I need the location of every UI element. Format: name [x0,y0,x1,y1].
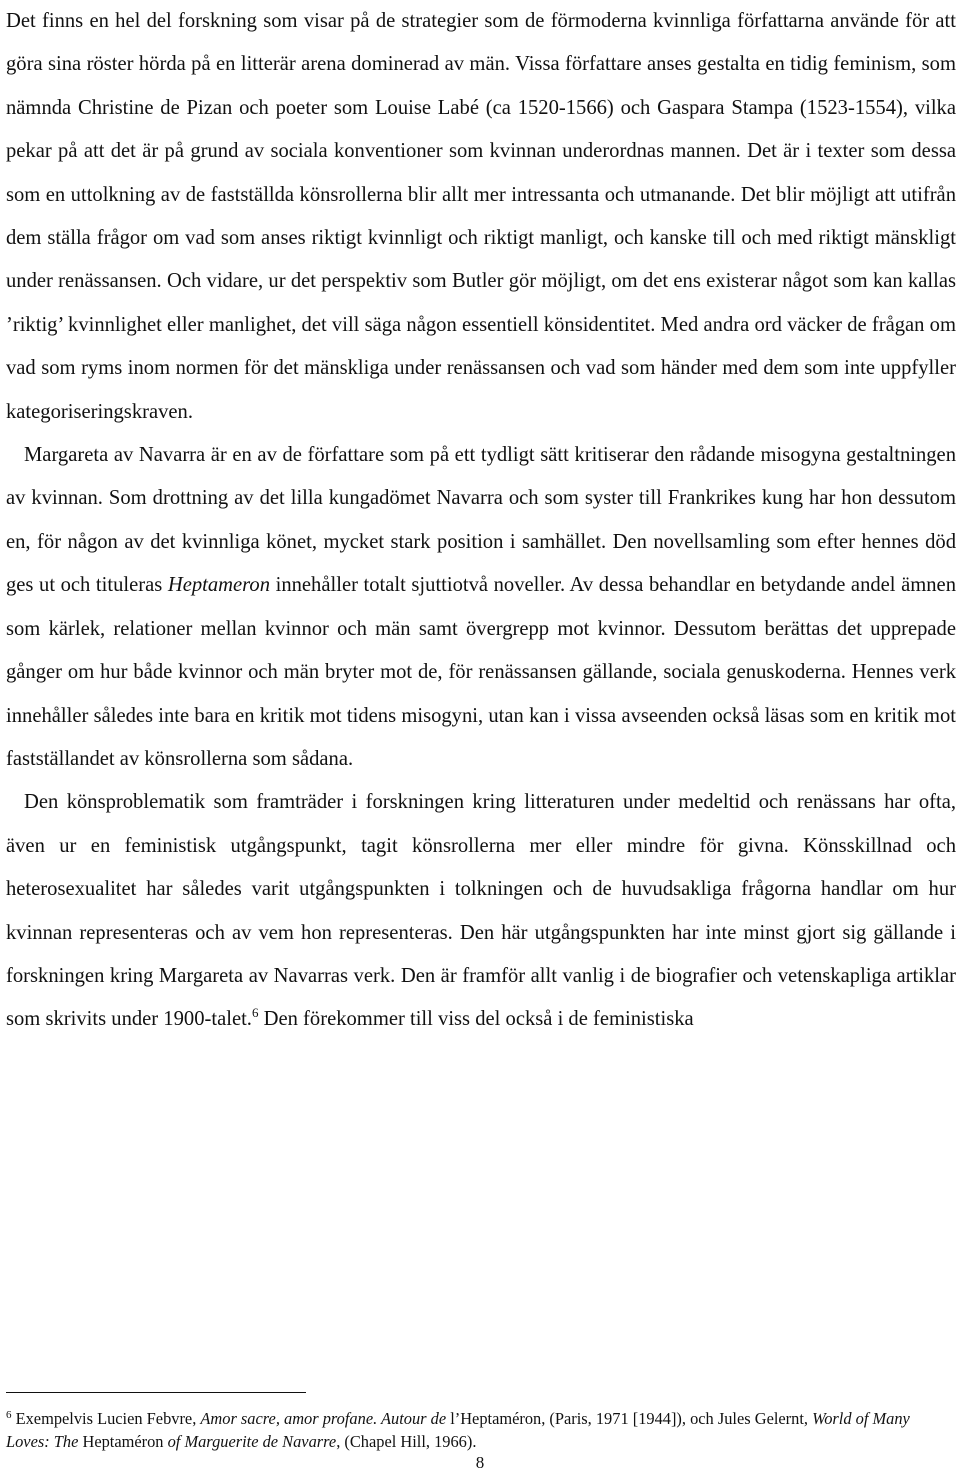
footnote-part: Heptaméron [78,1432,168,1451]
footnote-part-italic: of Marguerite de Navarre [167,1432,337,1451]
paragraph-2 [6,434,956,781]
paragraph-2-text-a: Margareta av Navarra är en av de författare som på ett tydligt sätt kritiserar den rådande misogyna gestaltningen av kvinnan. Som drottning av det lilla kungadömet Navarra och som syster till Frankrikes kung har hon dessutom en, för någon av det kvinnliga könet, mycket stark position i samhället. Den novellsamling som efter hennes död ges ut och tituleras [6,444,956,597]
footnote-part: l’Heptaméron, (Paris, 1971 [1944]), och Jules Gelernt, [446,1409,813,1428]
footnote-part-italic: World of Many Loves: The [6,1409,910,1451]
paragraph-3-text-a: Den könsproblematik som framträder i forskningen kring litteraturen under medeltid och renässans har ofta, även ur en feministisk utgångspunkt, tagit könsrollerna mer eller mindre för givna. Könsskillnad och heterosexualitet har således varit utgångspunkten i tolkningen och de huvudsakliga frågorna handlar om hur kvinnan representeras och av vem hon representeras. Den här utgångspunkten har inte minst gjort sig gällande i forskningen kring Margareta av Navarras verk. Den är framför allt vanlig i de biografier och vetenskapliga artiklar som skrivits under 1900-talet. [6,791,956,1031]
footnote-part: , (Chapel Hill, 1966). [336,1432,477,1451]
footnote-number: 6 [6,1409,12,1421]
footnote-reference[interactable]: 6 [251,1005,259,1021]
footnote-part-italic: Amor sacre, amor profane. Autour de [200,1409,447,1428]
footnote-part: Exempelvis Lucien Febvre, [11,1409,201,1428]
paragraph-1 [6,0,956,434]
footnote-separator [6,1392,306,1393]
book-title-italic: Heptameron [167,574,271,597]
paragraph-1-text: Det finns en hel del forskning som visar på de strategier som de förmoderna kvinnliga författarna använde för att göra sina röster hörda på en litterär arena dominerad av män. Vissa författare anses gestalta en tidig feminism, som nämnda Christine de Pizan och poeter som Louise Labé (ca 1520-1566) och Gaspara Stampa (1523-1554), vilka pekar på att det är på grund av sociala konventioner som kvinnan underordnas mannen. Det är i texter som dessa som en uttolkning av de fastställda könsrollerna blir allt mer intressanta och utmanande. Det blir möjligt att utifrån dem ställa frågor om vad som anses riktigt kvinnligt och riktigt manligt, och kanske till och med riktigt mänskligt under renässansen. Och vidare, ur det perspektiv som Butler gör möjligt, om det ens existerar något som kan kallas ’riktig’ kvinnlighet eller manlighet, det vill säga någon essentiell könsidentitet. Med andra ord väcker de frågan om vad som ryms inom normen för det mänskliga under renässansen och vad som händer med dem som inte uppfyller kategoriseringskraven. [6,10,956,423]
footnote [6,1407,956,1453]
paragraph-3 [6,781,956,1041]
page-number: 8 [475,1453,485,1472]
paragraph-3-text-b: Den förekommer till viss del också i de feministiska [258,1008,694,1031]
body-text [6,0,956,1042]
paragraph-2-text-b: innehåller totalt sjuttiotvå noveller. Av dessa behandlar en betydande andel ämnen som kärlek, relationer mellan kvinnor och män samt övergrepp mot kvinnor. Dessutom berättas det upprepade gånger om hur både kvinnor och män bryter mot de, för renässansen gällande, sociala genuskoderna. Hennes verk innehåller således inte bara en kritik mot tidens misogyni, utan kan i vissa avseenden också läsas som en kritik mot fastställandet av könsrollerna som sådana. [6,574,956,770]
